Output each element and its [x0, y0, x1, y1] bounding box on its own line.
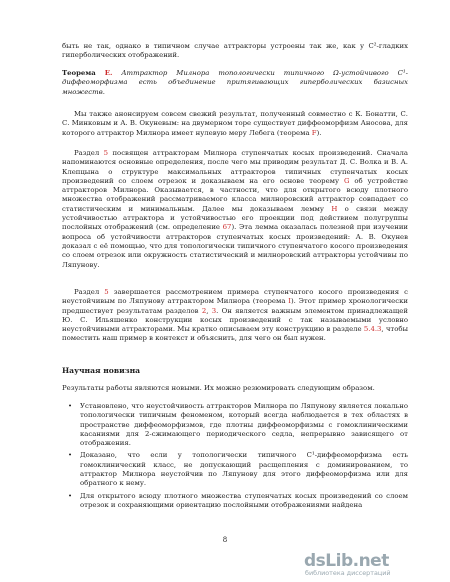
ref-section-3[interactable]: 3: [211, 306, 217, 315]
bullet-icon: •: [68, 451, 73, 460]
ref-theorem-g[interactable]: G: [343, 176, 350, 185]
list-item: • Установлено, что неустойчивость аттракторов Милнора по Ляпунову является локально топологически типичным феноменом, который всегда наблюдается в тех областях в пространстве диффеоморфизмов, где плотны диффеоморфизмы с гомоклиническими касаниями для 2-сжимающего периодического седла, непрерывно зависящего от отображения.: [68, 402, 408, 448]
paragraph-section5: Раздел 5 посвящен аттракторам Милнора ступенчатых косых произведений. Сначала напоминаются основные определения, после чего мы приводим результат Д. С. Волка и В. А. Клепцына о структуре максимальных аттракторов типичных ступенчатых косых произведений со слоем отрезок и доказываем на его основе теорему G об устройстве аттракторов Милнора. Оказывается, в частности, что для открытого всюду плотного множества отображений рассматриваемого класса милноровский аттрактор совпадает со статистическим и минимальным. Далее мы доказываем лемму H о связи между устойчивостью аттрактора и устойчивостью его проекции под действием полугруппы послойных отображений (см. определение 67). Эта лемма оказалась полезной при изучении вопроса об устойчивости аттракторов ступенчатых косых произведений: А. В. Окунев доказал с её помощью, что для топологически типичного ступенчатого косого произведения со слоем отрезок или окружность статистический и милноровский аттракторы устойчивы по Ляпунову.: [62, 149, 408, 269]
ref-theorem-f[interactable]: F: [311, 128, 317, 137]
paragraph-intro: быть не так, однако в типичном случае аттракторы устроены так же, как у C²-гладких гиперболических отображений.: [62, 42, 408, 60]
section-heading-novelty: Научная новизна: [62, 366, 141, 375]
paragraph-novelty: Результаты работы являются новыми. Их можно резюмировать следующим образом.: [62, 384, 375, 392]
ref-section-5[interactable]: 5: [103, 149, 109, 157]
theorem-text: Аттрактор Милнора топологически типичного Ω-устойчивого C¹-диффеоморфизма есть объединение притягивающих гиперболических базисных множеств.: [62, 69, 408, 96]
ref-section-5-4-3[interactable]: 5.4.3: [363, 325, 382, 334]
ref-section-2[interactable]: 2: [201, 306, 207, 315]
watermark-logo: dsLib.net: [304, 551, 389, 571]
list-item: • Для открытого всюду плотного множества ступенчатых косых произведений со слоем отрезок и сохраняющими ориентацию послойными отображениями найдена: [68, 491, 408, 509]
bullet-icon: •: [68, 491, 73, 500]
watermark-subtitle: библиотека диссертаций: [305, 569, 391, 577]
theorem-label: Теорема: [62, 69, 96, 77]
paragraph-section5-example: Раздел 5 завершается рассмотрением примера ступенчатого косого произведения с неустойчивым по Ляпунову аттрактором Милнора (теорема I). Этот пример хронологически предшествует результатам разделов 2, 3. Он является важным элементом принадлежащей Ю. С. Ильяшенко конструкции косых произведений с так называемыми условно неустойчивыми аттракторами. Мы кратко описываем эту конструкцию в разделе 5.4.3, чтобы поместить наш пример в контекст и объяснить, для чего он был нужен.: [62, 288, 409, 343]
dslib-watermark: [304, 550, 442, 576]
ref-definition-67[interactable]: 67: [222, 223, 232, 232]
ref-section-5b[interactable]: 5: [104, 288, 109, 296]
bullet-icon: •: [68, 402, 73, 410]
novelty-list: [62, 402, 408, 513]
paragraph-announce: Мы также анонсируем совсем свежий результат, полученный совместно с К. Бонатти, С. С. Минковым и А. В. Окуневым: на двумерном торе существует диффеоморфизм Аносова, для которого аттрактор Милнора имеет нулевую меру Лебега (теорема F).: [62, 110, 408, 137]
page-number: 8: [222, 536, 228, 544]
theorem-e: [62, 69, 408, 97]
ref-lemma-h[interactable]: H: [331, 204, 338, 213]
theorem-letter: E.: [104, 69, 113, 77]
list-item: • Доказано, что если у топологически типичного C¹-диффеоморфизма есть гомоклинический класс, не допускающий расщепления с доминированием, то аттрактор Милнора неустойчив по Ляпунову для этого диффеоморфизма или для обратного к нему.: [68, 451, 408, 488]
ref-theorem-i[interactable]: I: [288, 297, 291, 306]
